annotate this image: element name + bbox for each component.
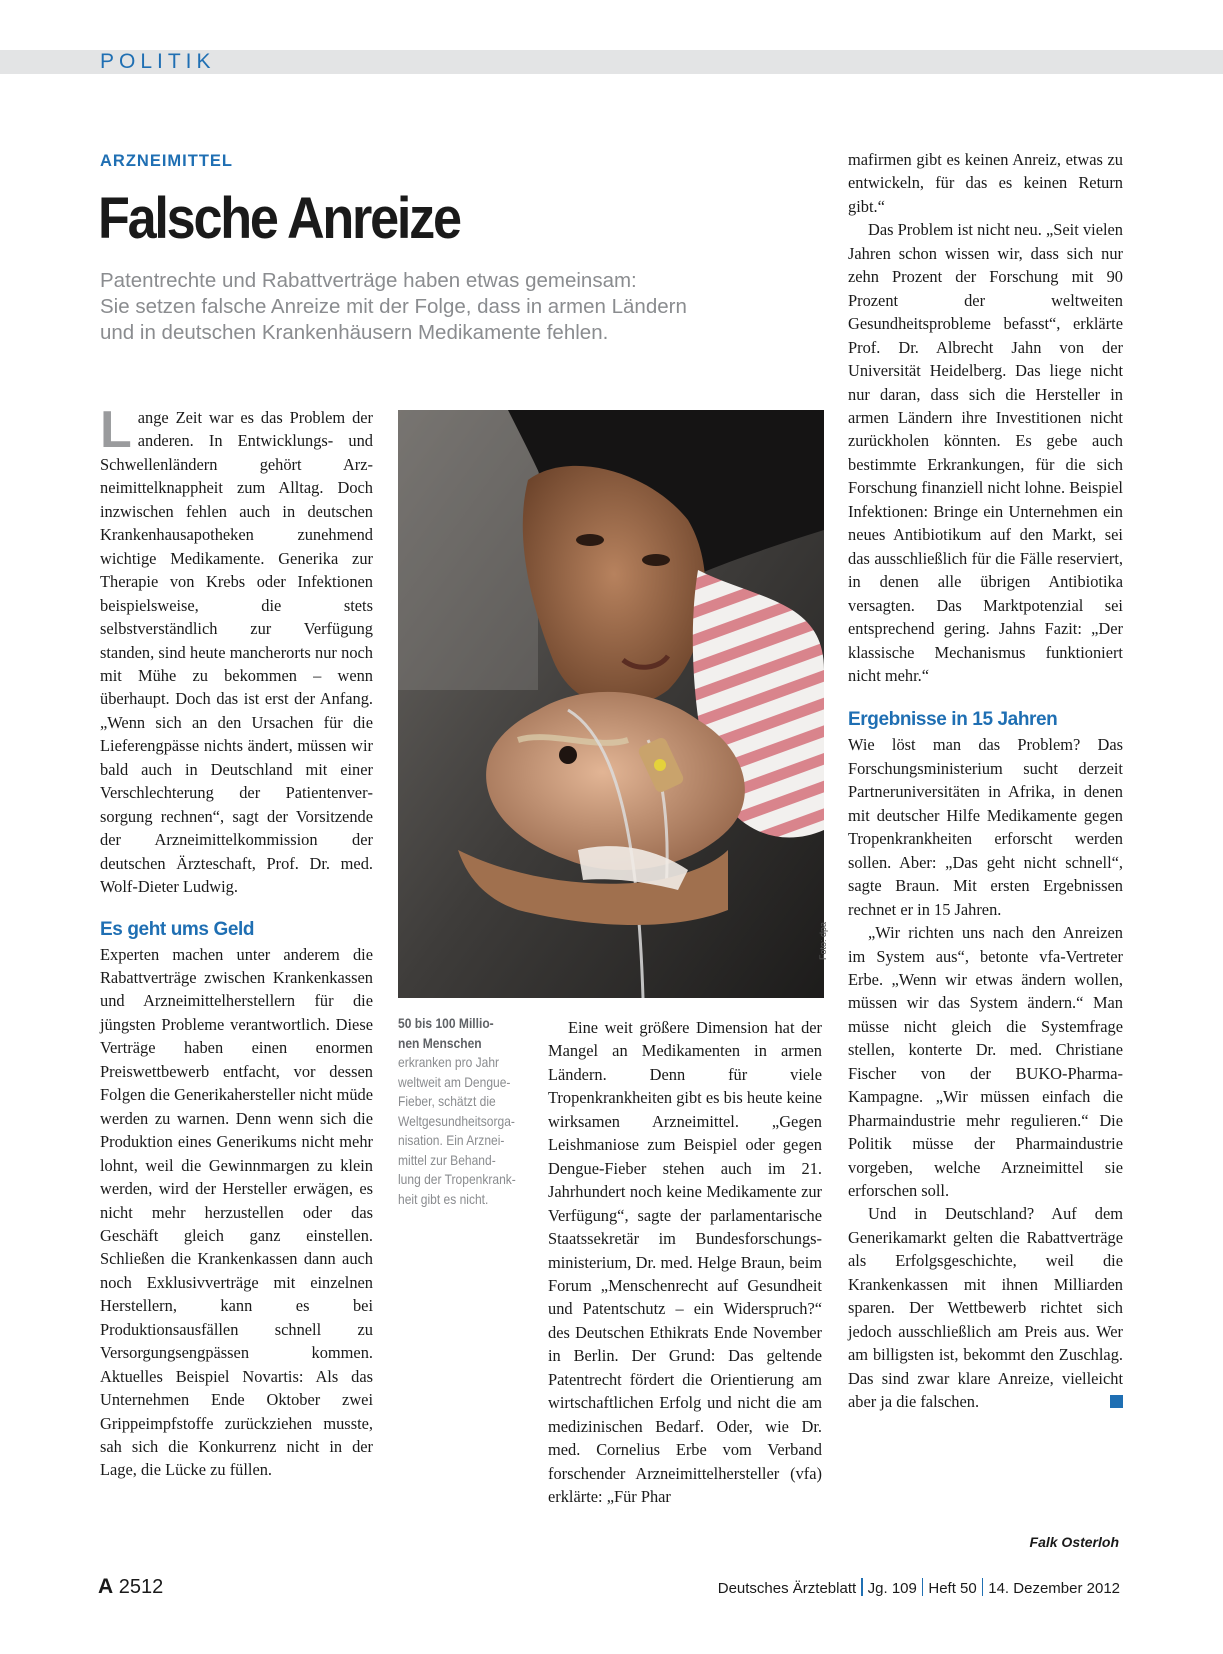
- article-title: Falsche Anreize: [98, 186, 460, 251]
- article-lead: [100, 268, 780, 346]
- footer-separator: [922, 1578, 924, 1596]
- drop-cap: L: [100, 401, 132, 459]
- text-column-2: [548, 1016, 822, 1509]
- page-number: [98, 1575, 163, 1599]
- caption-line: heit gibt es nicht.: [398, 1190, 489, 1207]
- lead-line: Patentrechte und Rabattverträge haben etwas gemeinsam:: [100, 269, 637, 292]
- paragraph-text: Und in Deutschland? Auf dem Generikamarkt gelten die Rabattverträge als Erfolgsgeschichte, weil die Krankenkassen mit ihnen Milliarden sparen. Der Wettbewerb richtet sich jedoch ausschließlich am Preis aus. Wer am billigsten ist, bekommt den Zuschlag. Das sind zwar klare Anreize, vielleicht aber ja die falschen.: [848, 1204, 1123, 1412]
- page-prefix: A: [98, 1575, 114, 1598]
- article-kicker: ARZNEIMITTEL: [100, 152, 233, 170]
- paragraph: Eine weit größere Dimension hat der Mangel an Medikamenten in armen Ländern. Denn für viele Tropenkrankheiten gibt es bis heute keine wirksamen Arzneimittel. „Gegen Leishmaniose zum Beispiel oder gegen Dengue-Fieber stehen auch im 21. Jahrhundert noch keine Medikamente zur Verfügung“, sagte der parlamentarische Staatssekretär im Bundesforschungsministerium, Dr. med. Helge Braun, beim Forum „Menschenrecht auf Gesundheit und Patentschutz – ein Widerspruch?“ des Deutschen Ethikrats Ende November in Berlin. Der Grund: Das geltende Patentrecht fördert die Orientierung am wirtschaftlichen Erfolg und nicht die am medizinischen Bedarf. Oder, wie Dr. med. Cornelius Erbe vom Verband forschender Arzneimittelhersteller (vfa) erklärte: „Für Phar: [548, 1018, 822, 1507]
- caption-title-line: nen Menschen: [398, 1034, 482, 1051]
- paragraph: „Wir richten uns nach den Anreizen im System aus“, betonte vfa-Vertreter Erbe. „Wenn wir etwas ändern wollen, müssen wir das System ändern.“ Man müsse nicht gleich die Systemfrage stellen, konterte Dr. med. Christiane Fischer von der BUKO-Pharma-Kampagne. „Wir müssen einfach die Pharmaindustrie mehr regulieren.“ Die Politik müsse der Pharmaindustrie vorgeben, welche Arzneimittel sie erforschen soll.: [848, 923, 1123, 1201]
- text-column-1: [100, 401, 373, 1482]
- article-photo: [398, 410, 824, 998]
- subheading: Ergebnisse in 15 Jahren: [848, 709, 1058, 731]
- lead-line: und in deutschen Krankenhäusern Medikamente fehlen.: [100, 321, 609, 344]
- volume: Jg. 109: [867, 1580, 917, 1597]
- lead-line: Sie setzen falsche Anreize mit der Folge, dass in armen Ländern: [100, 295, 687, 318]
- journal-name: Deutsches Ärzteblatt: [717, 1580, 857, 1597]
- photo-mother-and-infant: [398, 410, 824, 998]
- photo-credit: Foto: dpa: [818, 921, 828, 960]
- text-column-3: [848, 148, 1123, 1414]
- paragraph: Wie löst man das Problem? Das Forschungsministerium sucht derzeit Partneruniversitäten in Afrika, in denen mit deutscher Hilfe Medikamente gegen Tropenkrankheiten erforscht werden sollen. Aber: „Das geht nicht schnell“, sagte Braun. Mit ersten Ergebnissen rechnet er in 15 Jahren.: [848, 735, 1123, 919]
- paragraph: [100, 401, 373, 899]
- photo-caption: [398, 1014, 517, 1209]
- footer-meta: [718, 1578, 1120, 1597]
- issue: Heft 50: [928, 1580, 977, 1597]
- caption-line: weltweit am Dengue-: [398, 1073, 511, 1090]
- caption-line: lung der Tropenkrank-: [398, 1171, 516, 1187]
- footer-separator: [861, 1578, 863, 1596]
- end-mark-icon: [1110, 1395, 1123, 1408]
- subheading: Es geht ums Geld: [100, 918, 255, 940]
- section-label: POLITIK: [100, 50, 216, 73]
- caption-line: Weltgesundheitsorga-: [398, 1112, 515, 1129]
- paragraph-text: ange Zeit war es das Problem der anderen. In Entwicklungs- und Schwellenländern gehört Arzneimittelknappheit zum Alltag. Doch inzwischen fehlen auch in deutschen Krankenhausapotheken zunehmend wichtige Medikamente. Generika zur Therapie von Krebs oder Infektionen beispielsweise, die stets selbstverständlich zur Verfügung standen, sind heute mancherorts nur noch mit Mühe zu bekommen – wenn überhaupt. Doch das ist erst der Anfang. „Wenn sich an den Ursachen für die Lieferengpässe nichts ändert, müssen wir bald auch in Deutschland mit einer Verschlechterung der Patientenversorgung rechnen“, sagt der Vorsitzende der Arzneimittelkommission der deutschen Ärzteschaft, Prof. Dr. med. Wolf-Dieter Ludwig.: [100, 408, 373, 897]
- caption-line: Fieber, schätzt die: [398, 1093, 496, 1109]
- caption-line: erkranken pro Jahr: [398, 1054, 500, 1070]
- issue-date: 14. Dezember 2012: [988, 1580, 1120, 1597]
- paragraph: Das Problem ist nicht neu. „Seit vielen Jahren schon wissen wir, dass sich nur zehn Prozent der Forschung mit 90 Prozent der weltweiten Gesundheitsprobleme befasst“, erklärte Prof. Dr. Albrecht Jahn von der Universität Heidelberg. Das liege nicht nur daran, dass sich die Hersteller in armen Ländern ihre Investitionen nicht zurückholen könnten. Es gebe auch bestimmte Erkrankungen, für die sich Forschung finanziell nicht lohne. Beispiel Infektionen: Bringe ein Unternehmen ein neues Antibiotikum auf den Markt, sei das ausschließlich für die Fälle reserviert, in denen alle übrigen Antibiotika versagten. Das Marktpotenzial sei entsprechend gering. Jahns Fazit: „Der klassische Mechanismus funktioniert nicht mehr.“: [848, 220, 1123, 685]
- caption-title-line: 50 bis 100 Millio-: [398, 1015, 494, 1031]
- footer-separator: [982, 1578, 984, 1596]
- caption-line: nisation. Ein Arznei-: [398, 1132, 505, 1148]
- author-name: Falk Osterloh: [1029, 1534, 1119, 1550]
- paragraph: mafirmen gibt es keinen Anreiz, etwas zu entwickeln, für das es keinen Return gibt.“: [848, 150, 1123, 216]
- caption-line: mittel zur Behand-: [398, 1151, 496, 1168]
- page-number-value: 2512: [118, 1576, 164, 1598]
- paragraph: Experten machen unter anderem die Rabattverträge zwischen Krankenkassen und Arzneimittelherstellern für die jüngsten Probleme verantwortlich. Diese Verträge haben einen enormen Preiswettbewerb entfacht, vor dessen Folgen die Generikahersteller nicht müde werden zu warnen. Denn wenn sich die Produktion eines Generikums nicht mehr lohnt, weil die Gewinnmargen zu klein werden, wird der Hersteller erwägen, es nicht mehr herzustellen oder das Geschäft gleich ganz einstellen. Schließen die Krankenkassen dann auch noch Exklusivverträge mit einzelnen Herstellern, kann es bei Produktionsausfällen schnell zu Versorgungsengpässen kommen. Aktuelles Beispiel Novartis: Als das Unternehmen Ende Oktober zwei Grippeimpfstoffe zurückziehen musste, sah sich die Konkurrenz nicht in der Lage, die Lücke zu füllen.: [100, 944, 373, 1480]
- paragraph: [848, 1202, 1123, 1413]
